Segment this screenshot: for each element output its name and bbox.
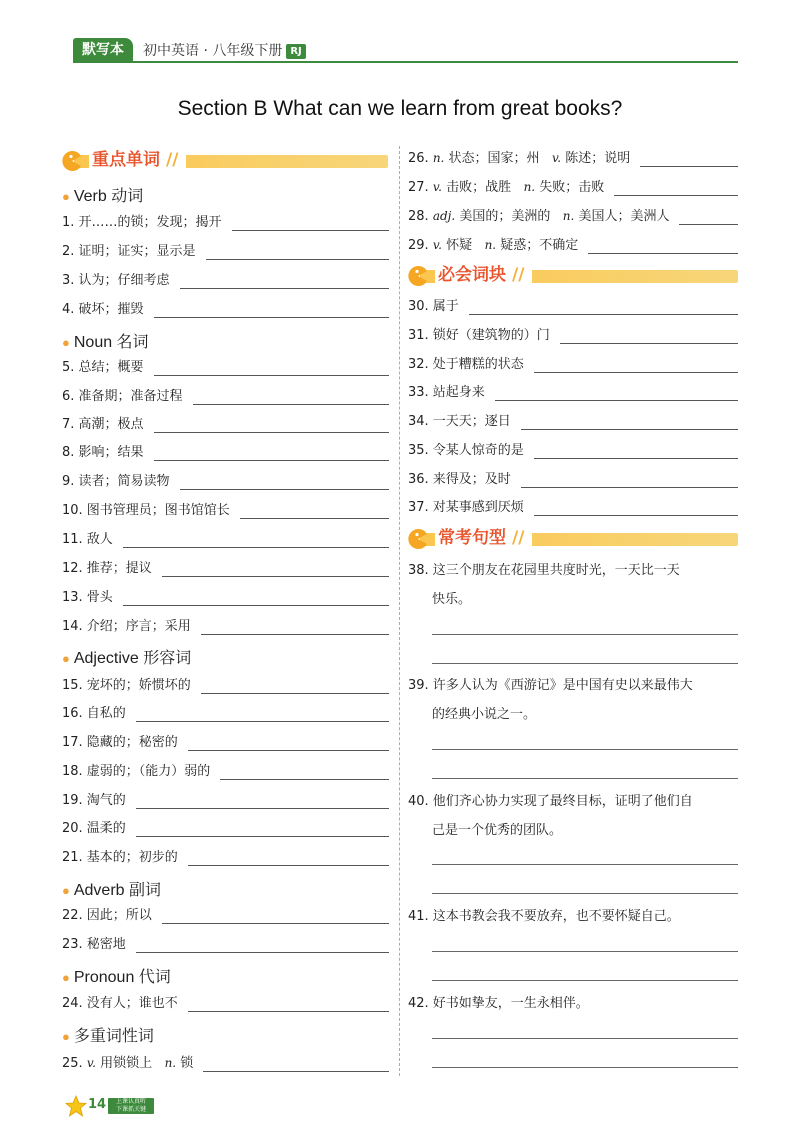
answer-line[interactable] [188,852,389,866]
phrase-item-37: 37. 对某事感到厌烦 [408,500,738,516]
pacman-icon [62,151,82,171]
vocab-item-26: 26. n. 状态；国家；州 v. 陈述；说明 [408,150,738,167]
sentence-text: 41. 这本书教会我不要放弃，也不要怀疑自己。 [408,909,680,924]
writing-line[interactable] [432,749,738,750]
answer-line[interactable] [240,505,389,519]
vocab-item-20: 20. 温柔的 [62,821,389,837]
sentence-41 [408,902,738,931]
sentence-38 [408,556,738,614]
answer-line[interactable] [162,563,389,577]
answer-line[interactable] [614,182,738,196]
answer-line[interactable] [534,359,738,373]
vocab-item-3: 3. 认为；仔细考虑 [62,273,389,289]
vocab-item-6: 6. 准备期；准备过程 [62,389,389,405]
sentence-text: 的经典小说之一。 [432,707,537,722]
answer-line[interactable] [136,823,389,837]
column-divider [399,146,400,1076]
writing-line[interactable] [432,1038,738,1039]
answer-line[interactable] [521,474,738,488]
vocab-item-24: 24. 没有人；谁也不 [62,996,389,1012]
answer-line[interactable] [136,795,389,809]
header-tab: 默写本 [73,38,133,62]
answer-line[interactable] [560,330,738,344]
vocab-item-17: 17. 隐藏的；秘密的 [62,735,389,751]
vocab-item-1: 1. 开……的锁；发现；揭开 [62,215,389,231]
vocab-item-29: 29. v. 怀疑 n. 疑惑；不确定 [408,237,738,254]
vocab-item-14: 14. 介绍；序言；采用 [62,619,389,635]
answer-line[interactable] [588,240,738,254]
vocab-item-9: 9. 读者；简易读物 [62,474,389,490]
writing-line[interactable] [432,980,738,981]
answer-line[interactable] [154,362,389,376]
answer-line[interactable] [640,153,738,167]
answer-line[interactable] [154,304,389,318]
answer-line[interactable] [193,391,389,405]
edition-badge: RJ [286,44,305,59]
phrase-item-34: 34. 一天天；逐日 [408,414,738,430]
subhead-adjective: ● Adjective 形容词 [62,650,192,667]
sentence-text: 38. 这三个朋友在花园里共度时光，一天比一天 [408,563,680,578]
answer-line[interactable] [123,592,389,606]
sentence-42 [408,989,738,1018]
answer-line[interactable] [534,445,738,459]
sentence-text: 39. 许多人认为《西游记》是中国有史以来最伟大 [408,678,693,693]
writing-line[interactable] [432,778,738,779]
phrase-item-33: 33. 站起身来 [408,385,738,401]
vocab-item-8: 8. 影响；结果 [62,445,389,461]
answer-line[interactable] [123,534,389,548]
vocab-item-12: 12. 推荐；提议 [62,561,389,577]
section-header-words [62,150,388,172]
sentence-text: 快乐。 [432,592,472,607]
vocab-item-2: 2. 证明；证实；显示是 [62,244,389,260]
subhead-pronoun: ● Pronoun 代词 [62,969,171,986]
subhead-adverb: ● Adverb 副词 [62,882,162,899]
answer-line[interactable] [201,680,389,694]
writing-line[interactable] [432,663,738,664]
footer-slogan: 上课认真听 下课抓关键 [108,1098,154,1114]
sentence-40 [408,787,738,845]
vocab-item-19: 19. 淘气的 [62,793,389,809]
answer-line[interactable] [495,387,738,401]
pacman-icon [408,266,428,286]
writing-line[interactable] [432,1067,738,1068]
answer-line[interactable] [136,708,389,722]
vocab-item-28: 28. adj. 美国的；美洲的 n. 美国人；美洲人 [408,208,738,225]
section-title-words: 重点单词 // [89,149,186,172]
vocab-item-25: 25. v. 用锁锁上 n. 锁 [62,1055,389,1072]
phrase-item-30: 30. 属于 [408,299,738,315]
subhead-noun: ● Noun 名词 [62,334,149,351]
answer-line[interactable] [206,246,389,260]
vocab-item-4: 4. 破坏；摧毁 [62,302,389,318]
sentence-text: 42. 好书如挚友，一生永相伴。 [408,996,589,1011]
vocab-item-13: 13. 骨头 [62,590,389,606]
writing-line[interactable] [432,893,738,894]
page-number: 14 [88,1097,107,1112]
sentence-text: 40. 他们齐心协力实现了最终目标，证明了他们自 [408,794,693,809]
sentence-text: 己是一个优秀的团队。 [432,823,563,838]
answer-line[interactable] [180,275,389,289]
answer-line[interactable] [521,416,738,430]
subhead-multi: ● 多重词性词 [62,1028,154,1045]
section-header-sentences [408,528,738,550]
answer-line[interactable] [136,939,389,953]
pacman-icon [408,529,428,549]
vocab-item-16: 16. 自私的 [62,706,389,722]
answer-line[interactable] [188,998,389,1012]
phrase-item-36: 36. 来得及；及时 [408,472,738,488]
vocab-item-22: 22. 因此；所以 [62,908,389,924]
writing-line[interactable] [432,634,738,635]
header-subtitle [143,40,306,60]
vocab-item-7: 7. 高潮；极点 [62,417,389,433]
section-title-phrases: 必会词块 // [435,264,532,287]
answer-line[interactable] [154,419,389,433]
answer-line[interactable] [534,502,738,516]
section-header-phrases [408,265,738,287]
phrase-item-31: 31. 锁好（建筑物的）门 [408,328,738,344]
vocab-item-18: 18. 虚弱的；（能力）弱的 [62,764,389,780]
answer-line[interactable] [188,737,389,751]
page-title: Section B What can we learn from great books? [177,97,623,120]
answer-line[interactable] [154,447,389,461]
section-title-sentences: 常考句型 // [435,527,532,550]
phrase-item-32: 32. 处于糟糕的状态 [408,357,738,373]
header-rule [73,61,738,63]
vocab-item-27: 27. v. 击败；战胜 n. 失败；击败 [408,179,738,196]
answer-line[interactable] [232,217,389,231]
vocab-item-15: 15. 宠坏的；娇惯坏的 [62,678,389,694]
vocab-item-11: 11. 敌人 [62,532,389,548]
phrase-item-35: 35. 令某人惊奇的是 [408,443,738,459]
vocab-item-21: 21. 基本的；初步的 [62,850,389,866]
sentence-39 [408,671,738,729]
answer-line[interactable] [203,1058,389,1072]
answer-line[interactable] [201,621,389,635]
writing-line[interactable] [432,951,738,952]
answer-line[interactable] [679,211,738,225]
answer-line[interactable] [469,301,738,315]
subhead-verb: ● Verb 动词 [62,188,144,205]
answer-line[interactable] [180,476,389,490]
answer-line[interactable] [220,766,389,780]
writing-line[interactable] [432,864,738,865]
vocab-item-5: 5. 总结；概要 [62,360,389,376]
header-subtitle-text: 初中英语 · 八年级下册 [143,43,283,59]
star-icon [64,1095,88,1117]
vocab-item-23: 23. 秘密地 [62,937,389,953]
answer-line[interactable] [162,910,389,924]
vocab-item-10: 10. 图书管理员；图书馆馆长 [62,503,389,519]
